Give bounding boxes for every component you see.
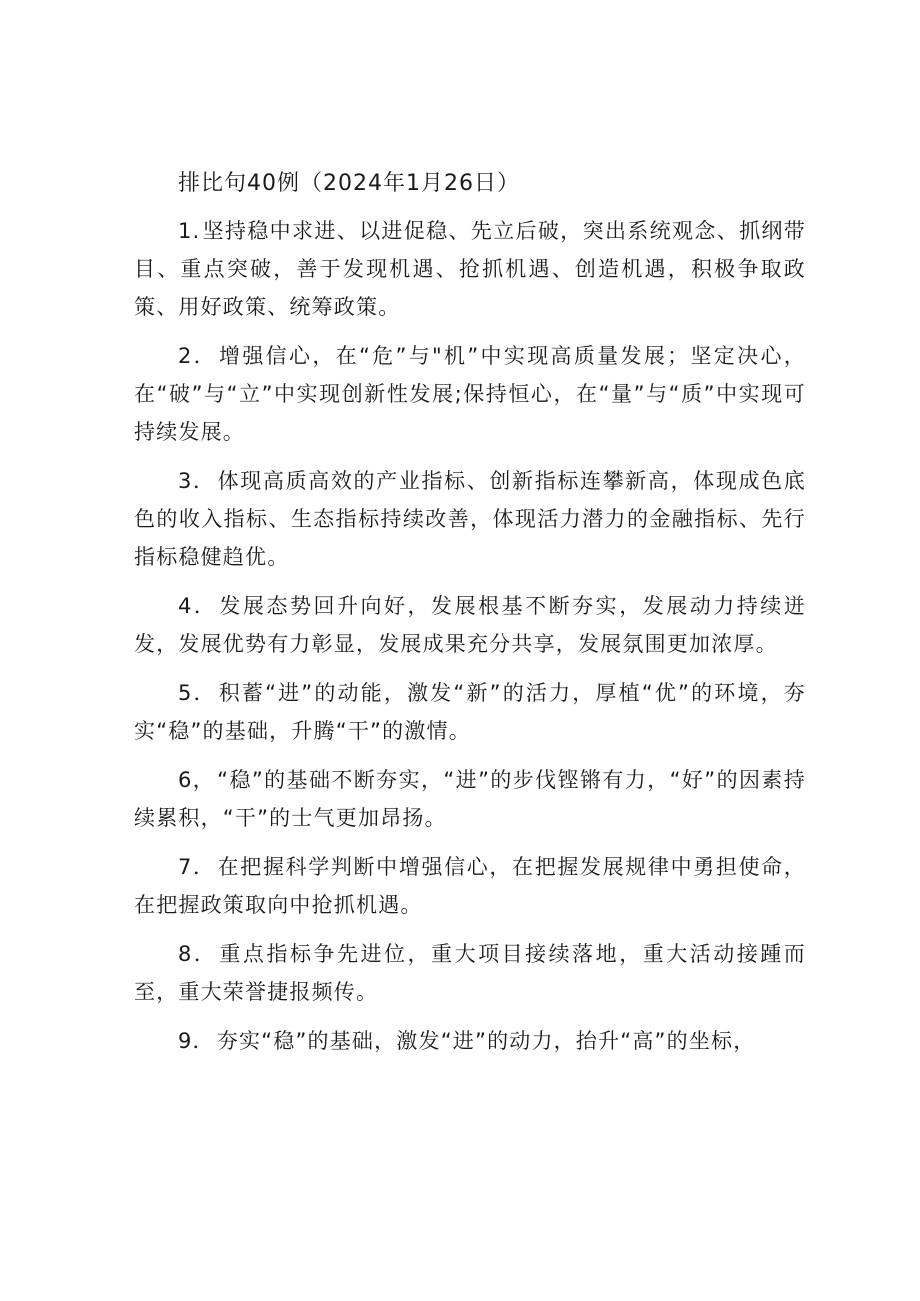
paragraph	[134, 337, 806, 451]
document-title: 排比句40例（2024年1月26日）	[178, 171, 520, 196]
paragraph-text: 重点指标争先进位，重大项目接续落地，重大活动接踵而至，重大荣誉捷报频传。	[134, 942, 807, 1004]
paragraph	[134, 462, 806, 576]
paragraph-list	[134, 212, 806, 1071]
paragraph-text: 发展态势回升向好，发展根基不断夯实，发展动力持续迸发，发展优势有力彰显，发展成果充分共享，发展氛围更加浓厚。	[134, 594, 807, 656]
paragraph	[134, 212, 806, 326]
paragraph-number: 9．	[178, 1029, 215, 1053]
paragraph-number: 2．	[178, 344, 218, 368]
paragraph-number: 5．	[178, 681, 217, 705]
paragraph-number: 1.	[178, 219, 201, 243]
paragraph-number: 8．	[178, 942, 218, 966]
paragraph	[134, 1022, 806, 1060]
paragraph-text: 增强信心，在“危”与"机”中实现高质量发展；坚定决心，在“破”与“立”中实现创新性发展;保持恒心，在“量”与“质”中实现可持续发展。	[134, 344, 806, 444]
paragraph-text: 在把握科学判断中增强信心，在把握发展规律中勇担使命，在把握政策取向中抢抓机遇。	[134, 855, 806, 917]
paragraph	[134, 674, 806, 750]
paragraph	[134, 848, 806, 924]
paragraph-text: 积蓄“进”的动能，激发“新”的活力，厚植“优”的环境，夯实“稳”的基础，升腾“干”的激情。	[134, 681, 806, 743]
paragraph-text: 坚持稳中求进、以进促稳、先立后破，突出系统观念、抓纲带目、重点突破，善于发现机遇、抢抓机遇、创造机遇，积极争取政策、用好政策、统筹政策。	[134, 219, 806, 319]
paragraph-text: 体现高质高效的产业指标、创新指标连攀新高，体现成色底色的收入指标、生态指标持续改善，体现活力潜力的金融指标、先行指标稳健趋优。	[134, 469, 806, 569]
paragraph	[134, 935, 806, 1011]
paragraph-number: 4．	[178, 594, 218, 618]
paragraph-number: 3．	[178, 469, 216, 493]
paragraph-text: 夯实“稳”的基础，激发“进”的动力，抬升“高”的坐标，	[216, 1029, 756, 1053]
paragraph-text: “稳”的基础不断夯实，“进”的步伐铿锵有力，“好”的因素持续累积，“干”的士气更加昂扬。	[134, 768, 806, 830]
paragraph	[134, 587, 806, 663]
paragraph	[134, 761, 806, 837]
paragraph-number: 6，	[178, 768, 216, 792]
paragraph-number: 7．	[178, 855, 216, 879]
